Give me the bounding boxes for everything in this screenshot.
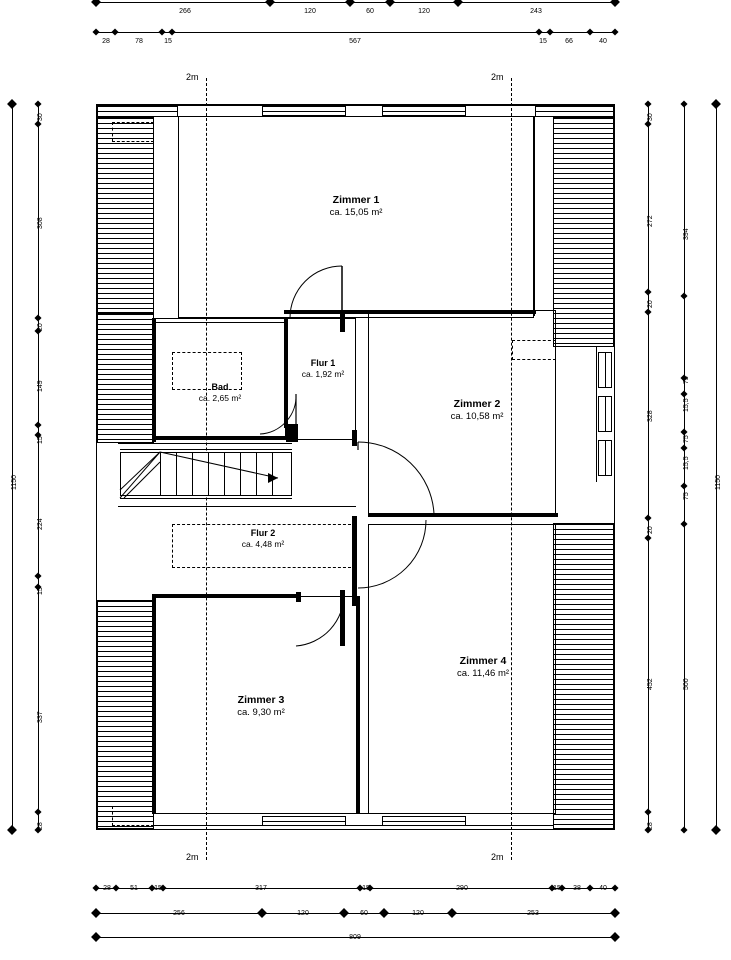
dim-bot1-6: 15 (553, 885, 561, 892)
dim-top1-4: 243 (530, 8, 542, 15)
room-name-zimmer2: Zimmer 2 (453, 398, 501, 410)
dim-left-1: 308 (37, 217, 44, 229)
dim-top1-2: 60 (366, 8, 374, 15)
door-swing-zimmer4 (356, 518, 430, 594)
room-area-zimmer2: ca. 10,58 m² (450, 411, 504, 422)
room-name-bad: Bad (211, 382, 229, 392)
dim-right-4: 20 (647, 526, 654, 534)
dim-left-4: 15 (37, 436, 44, 444)
dim-top2-6: 40 (599, 38, 607, 45)
dim-right-3: 328 (647, 410, 654, 422)
dim-left-8: 28 (37, 822, 44, 830)
exterior-wall-top-left (97, 105, 178, 117)
room-area-zimmer3: ca. 9,30 m² (237, 707, 285, 718)
dim-bot1-5: 290 (456, 885, 468, 892)
dim-right-0: 30 (647, 113, 654, 121)
dim-bot2-0: 256 (173, 910, 185, 917)
dim-top2-0: 28 (102, 38, 110, 45)
dim-top2-3: 567 (349, 38, 361, 45)
dim-bot1-2: 15 (154, 885, 162, 892)
dim-rightmid-3: 75 (683, 435, 690, 443)
dashed-recess-lower-left (112, 806, 154, 826)
dim-left-6: 15 (37, 587, 44, 595)
door-swing-zimmer2 (356, 440, 438, 520)
dim-bot2-1: 120 (297, 910, 309, 917)
door-swing-zimmer3 (290, 592, 346, 650)
axis-label-bottom-left: 2m (186, 852, 199, 862)
dim-bot1-0: 28 (103, 885, 111, 892)
room-label-zimmer2 (412, 398, 542, 423)
dim-left-7: 337 (37, 711, 44, 723)
axis-label-top-left: 2m (186, 72, 199, 82)
dashed-recess-upper-left (112, 122, 154, 142)
exterior-wall-left-mid (97, 313, 154, 443)
axis-label-bottom-right: 2m (491, 852, 504, 862)
dim-rightmid-4: 15,5 (683, 456, 690, 470)
door-swing-bad (256, 392, 300, 438)
exterior-wall-right-upper (553, 117, 614, 347)
dim-right-total: 1150 (715, 474, 722, 490)
exterior-wall-left-upper (97, 117, 154, 313)
room-label-zimmer3 (196, 694, 326, 719)
dim-right-2: 20 (647, 300, 654, 308)
dim-top1-3: 120 (418, 8, 430, 15)
dim-top2-5: 66 (565, 38, 573, 45)
room-name-zimmer3: Zimmer 3 (237, 694, 285, 706)
room-area-flur1: ca. 1,92 m² (301, 369, 345, 379)
dim-bottom-total: 809 (349, 934, 361, 941)
dim-rightmid-5: 75 (683, 492, 690, 500)
exterior-wall-top-right (535, 105, 614, 117)
room-label-zimmer1 (286, 194, 426, 219)
dim-left-0: 30 (37, 113, 44, 121)
dim-bot1-4: 15 (362, 885, 370, 892)
dim-right-6: 28 (647, 822, 654, 830)
room-area-zimmer4: ca. 11,46 m² (456, 668, 510, 679)
dim-rightmid-6: 500 (683, 678, 690, 690)
dim-left-5: 224 (37, 518, 44, 530)
dim-left-2: 20 (37, 323, 44, 331)
dim-top1-1: 120 (304, 8, 316, 15)
dim-top1-0: 266 (179, 8, 191, 15)
dim-right-5: 452 (647, 678, 654, 690)
dim-top2-1: 78 (135, 38, 143, 45)
dim-bot2-2: 60 (360, 910, 368, 917)
dim-bot1-8: 40 (599, 885, 607, 892)
dim-left-3: 149 (37, 380, 44, 392)
room-name-zimmer1: Zimmer 1 (332, 194, 380, 206)
dim-bot2-3: 120 (412, 910, 424, 917)
room-label-flur1 (282, 358, 364, 379)
axis-label-top-right: 2m (491, 72, 504, 82)
room-area-bad: ca. 2,65 m² (198, 393, 242, 403)
room-area-flur2: ca. 4,48 m² (241, 539, 285, 549)
dim-left-total: 1150 (11, 474, 18, 490)
dim-right-1: 272 (647, 215, 654, 227)
room-name-flur2: Flur 2 (250, 528, 276, 538)
exterior-wall-left-lower (97, 600, 154, 829)
dim-rightmid-0: 394 (683, 228, 690, 240)
dim-bot1-1: 51 (130, 885, 138, 892)
dim-top2-4: 15 (539, 38, 547, 45)
room-name-flur1: Flur 1 (310, 358, 336, 368)
room-label-zimmer4 (400, 655, 566, 680)
dim-bot1-7: 38 (573, 885, 581, 892)
dim-bot1-3: 317 (255, 885, 267, 892)
dim-rightmid-2: 15,5 (683, 398, 690, 412)
room-label-flur2 (218, 528, 308, 549)
dim-rightmid-1: 75 (683, 376, 690, 384)
room-area-zimmer1: ca. 15,05 m² (329, 207, 383, 218)
dim-top2-2: 15 (164, 38, 172, 45)
room-name-zimmer4: Zimmer 4 (459, 655, 507, 667)
dim-bot2-4: 253 (527, 910, 539, 917)
stair-winders-and-arrow (118, 450, 298, 500)
